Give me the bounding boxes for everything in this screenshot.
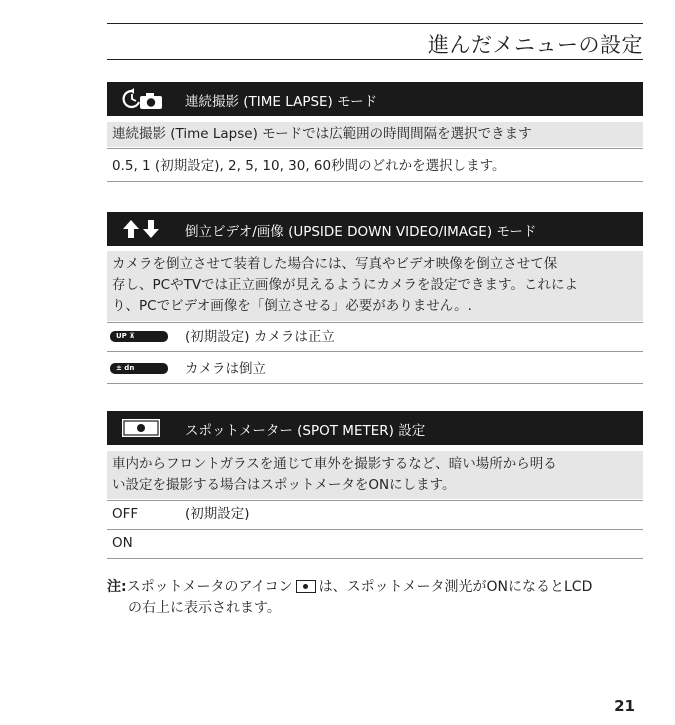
spot-meter-option-on	[107, 533, 643, 553]
upside-down-line-1: カメラを倒立させて装着した場合には、写真やビデオ映像を倒立させて保	[112, 256, 558, 272]
upside-down-rule-1	[107, 322, 643, 323]
option-off-label: OFF	[112, 506, 139, 522]
upside-down-option-down	[107, 359, 643, 379]
page-title: 進んだメニューの設定	[428, 33, 643, 57]
spot-meter-rule-1	[107, 500, 643, 501]
upside-down-line-3: り、PCでビデオ画像を「倒立させる」必要がありません。.	[112, 298, 472, 314]
note-label: 注:	[107, 579, 127, 595]
spot-meter-icon	[121, 418, 161, 442]
arrows-up-down-icon	[121, 219, 165, 243]
spot-meter-header	[107, 411, 643, 445]
option-down-label: カメラは倒立	[185, 361, 266, 377]
note-line-2: の右上に表示されます。	[128, 600, 281, 616]
option-on-label: ON	[112, 535, 133, 551]
upside-down-rule-3	[107, 383, 643, 384]
time-lapse-options	[107, 156, 643, 176]
spot-meter-title: スポットメーター (SPOT METER) 設定	[185, 423, 426, 439]
spot-meter-rule-2	[107, 529, 643, 530]
camera-down-badge-icon: ± dn	[110, 363, 168, 374]
spot-meter-inline-icon	[296, 580, 316, 593]
option-off-note: (初期設定)	[185, 506, 250, 522]
time-lapse-options-text: 0.5, 1 (初期設定), 2, 5, 10, 30, 60秒間のどれかを選択します。	[112, 158, 506, 174]
upside-down-rule-2	[107, 351, 643, 352]
time-lapse-rule-1	[107, 148, 643, 149]
time-lapse-title: 連続撮影 (TIME LAPSE) モード	[185, 94, 378, 110]
time-lapse-rule-2	[107, 181, 643, 182]
time-lapse-description-text: 連続撮影 (Time Lapse) モードでは広範囲の時間間隔を選択できます	[112, 126, 532, 142]
spot-meter-line-2: い設定を撮影する場合はスポットメータをONにします。	[112, 477, 456, 493]
title-underline	[107, 59, 643, 60]
page-number: 21	[614, 697, 635, 715]
spot-meter-rule-3	[107, 558, 643, 559]
upside-down-title: 倒立ビデオ/画像 (UPSIDE DOWN VIDEO/IMAGE) モード	[185, 224, 537, 240]
upside-down-line-2: 存し、PCやTVでは正立画像が見えるようにカメラを設定できます。これによ	[112, 277, 578, 293]
time-lapse-icon	[121, 88, 165, 114]
upside-down-header	[107, 212, 643, 246]
time-lapse-header	[107, 82, 643, 116]
note-text-before: スポットメータのアイコン	[126, 579, 293, 595]
time-lapse-description	[107, 122, 643, 147]
upside-down-option-up	[107, 327, 643, 347]
note-text-after: は、スポットメータ測光がONになるとLCD	[318, 579, 593, 595]
camera-up-badge-icon: UP ⊼	[110, 331, 168, 342]
spot-meter-line-1: 車内からフロントガラスを通じて車外を撮影するなど、暗い場所から明る	[112, 456, 557, 472]
upside-down-description	[107, 251, 643, 321]
note	[107, 577, 592, 598]
top-rule	[107, 23, 643, 24]
spot-meter-description	[107, 451, 643, 499]
spot-meter-option-off	[107, 504, 643, 524]
option-up-label: (初期設定) カメラは正立	[185, 329, 335, 345]
